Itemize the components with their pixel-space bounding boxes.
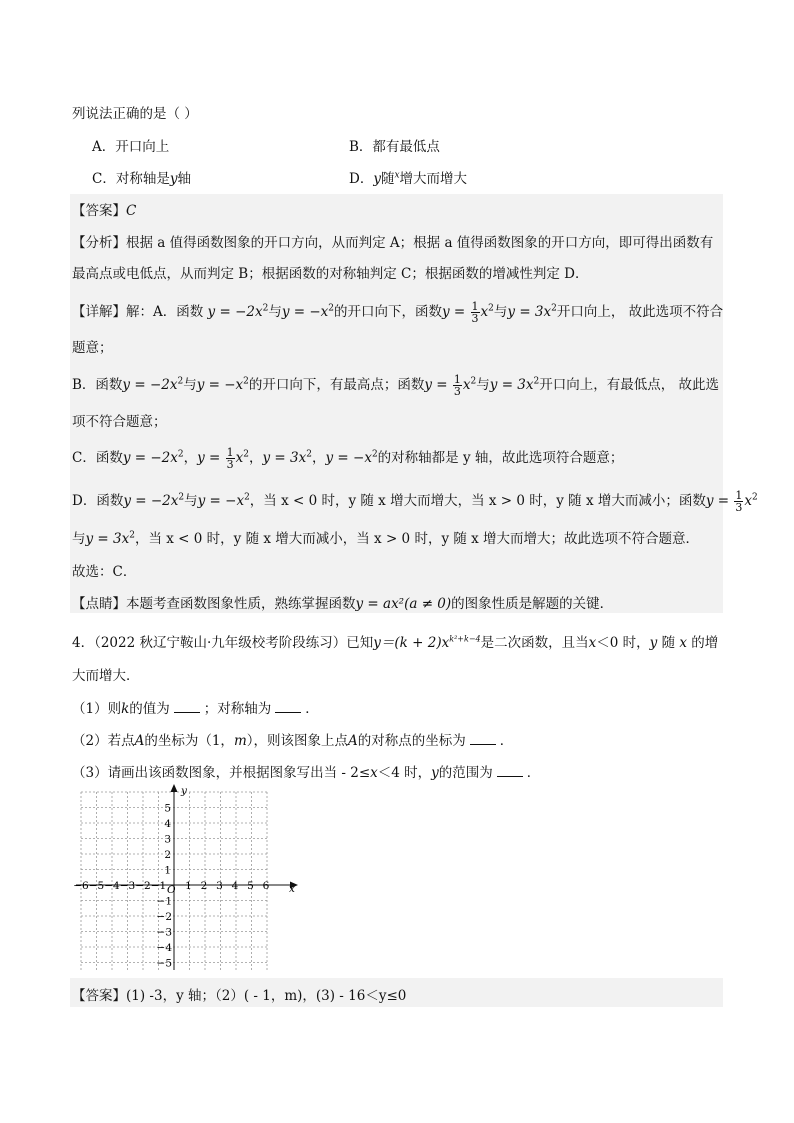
x-axis-label: x	[289, 883, 295, 895]
q4-part-3: （3）请画出该函数图象，并根据图象写出当 - 2≤x＜4 时，y的范围为 ．	[72, 765, 541, 781]
y-axis-label: y	[181, 785, 187, 797]
fraction-one-third: $\frac{1}{3}$	[735, 489, 743, 514]
y-tick-label: 4	[164, 818, 171, 830]
q4-stem-line-2: 大而增大．	[72, 668, 140, 684]
q4-answer: 【答案】(1) -3，y 轴；（2）( - 1，m)，(3) - 16＜y≤0	[72, 988, 407, 1004]
x-tick-label: 2	[200, 880, 208, 892]
fraction-one-third: $\frac{1}{3}$	[226, 446, 234, 471]
y-tick-label: 3	[164, 833, 171, 846]
x-tick-label: 4	[231, 880, 239, 892]
x-tick-label: −4	[104, 880, 120, 892]
detail-a-line-2: 题意；	[72, 340, 113, 356]
y-tick-label: 2	[164, 849, 171, 861]
detail-a-line-1: 【详解】解：A．函数 $y = -2x^2$与$y = -x^2$的开口向下，函数y = $\frac{1}{3}$ $x^2$与$y = 3x^2$开口向上， 故此选项不符合	[72, 300, 724, 325]
y-tick-label: 5	[164, 802, 171, 815]
answer-blank[interactable]	[470, 732, 496, 745]
x-tick-label: 3	[216, 880, 223, 892]
solution-block	[70, 194, 723, 613]
detail-b-line-2: 项不符合题意；	[72, 414, 167, 430]
x-tick-label: −3	[119, 880, 136, 892]
fraction-one-third: $\frac{1}{3}$	[453, 373, 461, 398]
option-d: D．y随$^x$增大而增大	[349, 170, 468, 187]
answer-line: 【答案】C	[72, 203, 137, 219]
y-tick-label: 1	[164, 864, 171, 877]
q4-stem-line-1: 4．（2022 秋辽宁鞍山·九年级校考阶段练习）已知$y=(k + 2)x^{k^2+k-4}$是二次函数，且当x＜0 时，y 随 x 的增	[72, 634, 719, 651]
y-tick-label: −2	[156, 911, 172, 923]
x-tick-label: −2	[135, 880, 151, 892]
detail-d-line-2: 与$y = 3x^2$，当 x < 0 时，y 随 x 增大而减小，当 x > 0 时，y 随 x 增大而增大；故此选项不符合题意．	[72, 530, 700, 547]
x-tick-label: 6	[262, 880, 270, 892]
x-tick-label: −1	[150, 880, 167, 892]
detail-b-line-1: B．函数$y = -2x^2$与$y = -x^2$的开口向下，有最高点；函数y = $\frac{1}{3}$ $x^2$与$y = 3x^2$开口向上，有最低点， 故此选	[72, 373, 720, 398]
x-tick-label: −6	[73, 880, 89, 892]
y-tick-label: −3	[156, 926, 172, 939]
answer-blank[interactable]	[174, 700, 200, 713]
fraction-one-third: $\frac{1}{3}$	[471, 300, 479, 325]
coordinate-grid	[70, 780, 305, 975]
option-c: C．对称轴是y轴	[92, 171, 191, 187]
answer-blank[interactable]	[497, 764, 523, 777]
q4-part-2: （2）若点A的坐标为（1，m），则该图象上点A的对称点的坐标为 ．	[72, 733, 514, 749]
x-tick-label: −5	[88, 880, 105, 892]
q4-part-1: （1）则k的值为 ；对称轴为 ．	[72, 701, 319, 717]
detail-c-line: C．函数$y = -2x^2$，y = $\frac{1}{3}$ $x^2$，$y = 3x^2$，$y = -x^2$的对称轴都是 y 轴，故此选项符合题意；	[72, 446, 624, 471]
choose-line: 故选：C．	[72, 564, 137, 580]
y-tick-label: −5	[156, 957, 172, 970]
x-tick-label: 1	[185, 880, 192, 892]
comment-line: 【点睛】本题考查函数图象性质，熟练掌握函数y = ax²(a ≠ 0)的图象性质是解题的关键．	[72, 596, 614, 612]
option-b: B．都有最低点	[349, 139, 440, 155]
detail-d-line-1: D．函数$y = -2x^2$与$y = -x^2$，当 x < 0 时，y 随 x 增大而增大，当 x > 0 时，y 随 x 增大而减小；函数y = $\frac{1}{3}$ $x^2$	[72, 489, 758, 514]
analysis-line-2: 最高点或电低点，从而判定 B；根据函数的对称轴判定 C；根据函数的增减性判定 D．	[72, 266, 589, 282]
y-tick-label: −4	[156, 942, 172, 954]
y-tick-label: −1	[156, 895, 172, 908]
x-tick-label: 5	[247, 880, 254, 892]
y-axis-arrow	[171, 784, 178, 792]
origin-label: O	[167, 884, 176, 896]
answer-blank[interactable]	[275, 700, 301, 713]
analysis-line-1: 【分析】根据 a 值得函数图象的开口方向，从而判定 A；根据 a 值得函数图象的开口方向，即可得出函数有	[72, 235, 714, 251]
question-stem-tail: 列说法正确的是（ ）	[72, 106, 198, 122]
option-a: A．开口向上	[92, 139, 170, 155]
